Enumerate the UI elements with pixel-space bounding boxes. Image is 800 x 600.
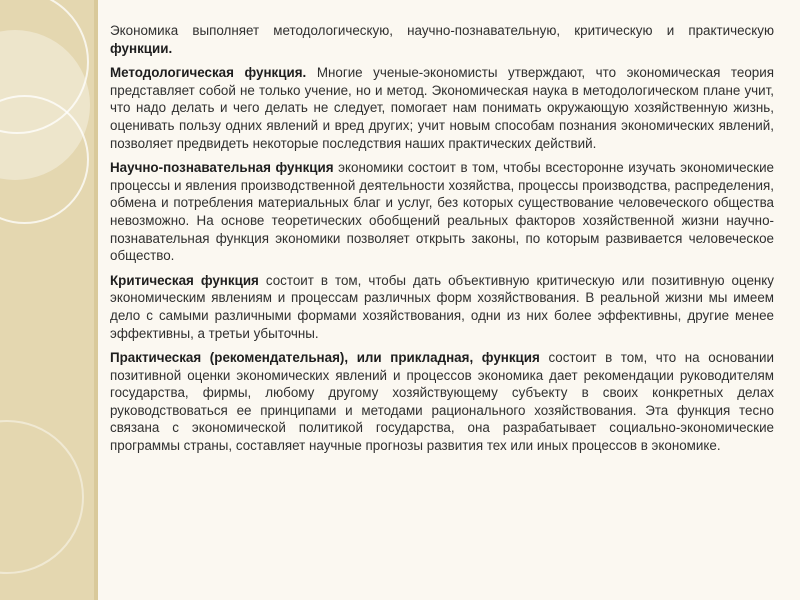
intro-emphasis: функции. bbox=[110, 40, 173, 56]
cognitive-paragraph bbox=[110, 159, 774, 265]
critical-paragraph bbox=[110, 272, 774, 342]
cognitive-term: Научно-познавательная функция bbox=[110, 160, 334, 176]
practical-text: состоит в том, что на основании позитивной оценки экономических явлений и процессов экономика дает рекомендации руководителям государства, фирмы, любому другому хозяйствующему субъекту в своих конкретных делах руководствоваться ее принципами и методами рационального хозяйствования. Эта функция тесно связана с экономической политикой государства, она разрабатывает социально-экономические программы страны, составляет научные прогнозы развития тех или иных процессов в экономике. bbox=[110, 350, 774, 454]
methodological-paragraph bbox=[110, 64, 774, 152]
practical-paragraph bbox=[110, 349, 774, 455]
methodological-text: Многие ученые-экономисты утверждают, что экономическая теория представляет собой не только учение, но и метод. Экономическая наука в методологическом плане учит, что надо делать и чего делать не следует, помогает нам понимать окружающую хозяйственную жизнь, оценивать пользу одних явлений и вред других; учит новым способам познания экономических явлений, позволяет предвидеть некоторые последствия наших практических действий. bbox=[110, 65, 774, 151]
critical-term: Критическая функция bbox=[110, 272, 259, 288]
methodological-term: Методологическая функция. bbox=[110, 65, 307, 81]
slide-page bbox=[98, 0, 800, 600]
practical-term: Практическая (рекомендательная), или прикладная, функция bbox=[110, 350, 540, 366]
intro-paragraph bbox=[110, 22, 774, 57]
decorative-ring-bottom bbox=[0, 420, 84, 574]
intro-text: Экономика выполняет методологическую, научно-познавательную, критическую и практическую bbox=[110, 23, 774, 38]
text-body bbox=[110, 22, 774, 462]
decorative-side-band bbox=[0, 0, 98, 600]
cognitive-text: экономики состоит в том, чтобы всесторонне изучать экономические процессы и явления производственной деятельности хозяйства, процессы производства, распределения, обмена и потребления материальных благ и услуг, без которых существование человеческого общества невозможно. На основе теоретических обобщений реальных факторов хозяйственной жизни научно-познавательная функция экономики позволяет открыть законы, по которым развивается человеческое общество. bbox=[110, 160, 775, 264]
critical-text: состоит в том, чтобы дать объективную критическую или позитивную оценку экономическим явлениям и процессам различных форм хозяйствования. В реальной жизни мы имеем дело с самыми различными формами хозяйствования, одни из них более эффективны, другие менее эффективны, а третьи убыточны. bbox=[110, 272, 774, 341]
